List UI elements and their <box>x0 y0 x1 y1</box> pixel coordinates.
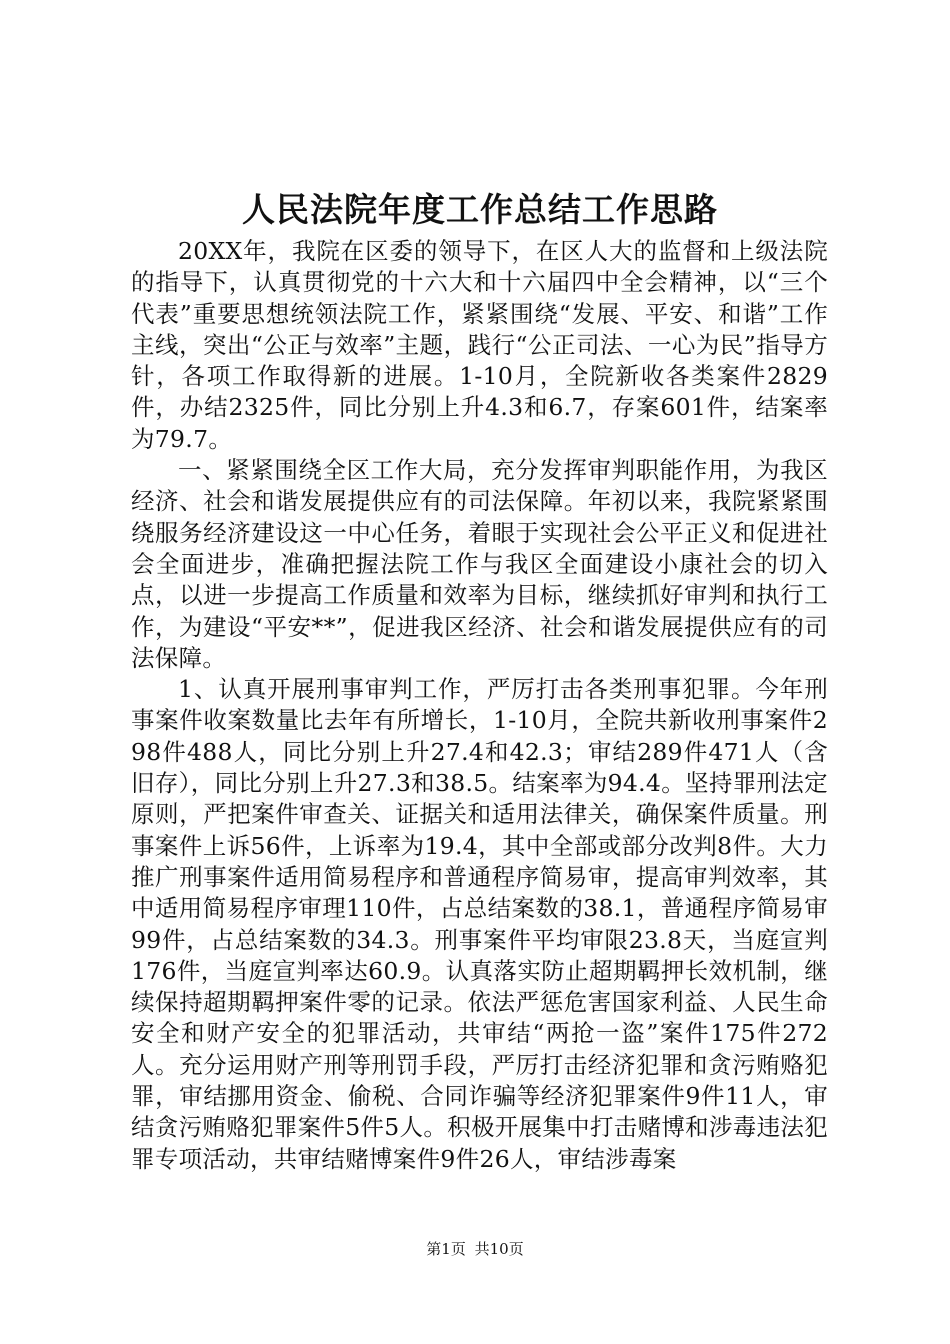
paragraph-section-one: 一、紧紧围绕全区工作大局，充分发挥审判职能作用，为我区经济、社会和谐发展提供应有的司法保障。年初以来，我院紧紧围绕服务经济建设这一中心任务，着眼于实现社会公平正义和促进社会全面进步，准确把握法院工作与我区全面建设小康社会的切入点，以进一步提高工作质量和效率为目标，继续抓好审判和执行工作，为建设“平安**”，促进我区经济、社会和谐发展提供应有的司法保障。 <box>131 456 828 672</box>
paragraph-criminal-trials: 1、认真开展刑事审判工作，严厉打击各类刑事犯罪。今年刑事案件收案数量比去年有所增长，1-10月，全院共新收刑事案件298件488人，同比分别上升27.4和42.3；审结289件471人（含旧存），同比分别上升27.3和38.5。结案率为94.4。坚持罪刑法定原则，严把案件审查关、证据关和适用法律关，确保案件质量。刑事案件上诉56件，上诉率为19.4，其中全部或部分改判8件。大力推广刑事案件适用简易程序和普通程序简易审，提高审判效率，其中适用简易程序审理110件，占总结案数的38.1，普通程序简易审99件，占总结案数的34.3。刑事案件平均审限23.8天，当庭宣判176件，当庭宣判率达60.9。认真落实防止超期羁押长效机制，继续保持超期羁押案件零的记录。依法严惩危害国家利益、人民生命安全和财产安全的犯罪活动，共审结“两抢一盗”案件175件272人。充分运用财产刑等刑罚手段，严厉打击经济犯罪和贪污贿赂犯罪，审结挪用资金、偷税、合同诈骗等经济犯罪案件9件11人，审结贪污贿赂犯罪案件5件5人。积极开展集中打击赌博和涉毒违法犯罪专项活动，共审结赌博案件9件26人，审结涉毒案 <box>131 675 828 1173</box>
page-total: 共10页 <box>474 1240 524 1258</box>
page-number: 第1页 <box>426 1240 466 1258</box>
paragraph-intro: 20XX年，我院在区委的领导下，在区人大的监督和上级法院的指导下，认真贯彻党的十六大和十六届四中全会精神，以“三个代表”重要思想统领法院工作，紧紧围绕“发展、平安、和谐”工作主线，突出“公正与效率”主题，践行“公正司法、一心为民”指导方针，各项工作取得新的进展。1-10月，全院新收各类案件2829件，办结2325件，同比分别上升4.3和6.7，存案601件，结案率为79.7。 <box>131 237 828 453</box>
page-footer <box>0 1238 950 1260</box>
document-title: 人民法院年度工作总结工作思路 <box>242 190 718 229</box>
document-body <box>131 236 828 1175</box>
